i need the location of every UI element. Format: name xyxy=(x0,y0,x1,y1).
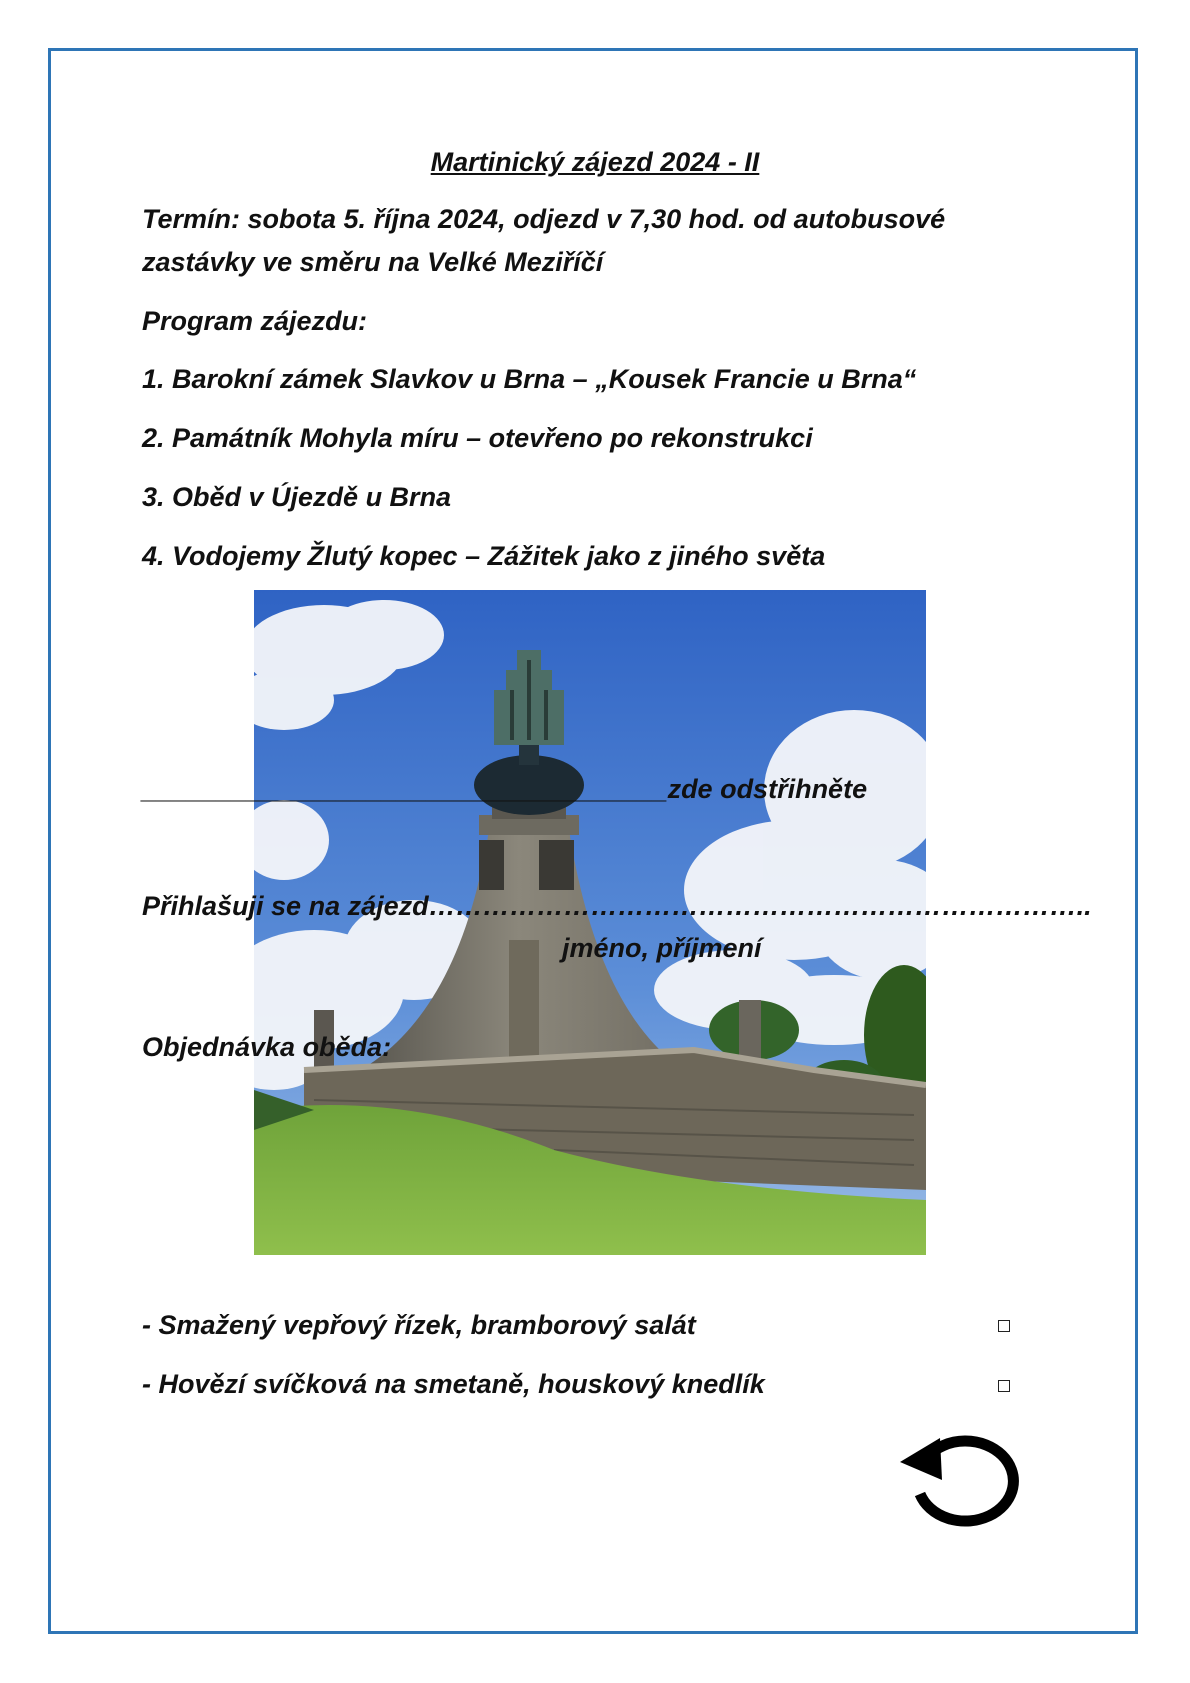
lunch-heading: Objednávka oběda: xyxy=(142,1032,392,1062)
lunch-option-2-label: - Hovězí svíčková na smetaně, houskový knedlík xyxy=(142,1369,765,1399)
term-line-1: Termín: sobota 5. října 2024, odjezd v 7,30 hod. od autobusové xyxy=(142,204,946,234)
lunch-option-1-label: - Smažený vepřový řízek, bramborový salát xyxy=(142,1310,696,1340)
lunch-option-2-checkbox[interactable] xyxy=(998,1380,1010,1392)
program-heading: Program zájezdu: xyxy=(142,306,368,336)
document-title: Martinický zájezd 2024 - II xyxy=(430,147,760,177)
cut-line: ___________________________________zde odstřihněte xyxy=(142,774,868,804)
signup-hint: jméno, příjmení xyxy=(562,933,762,963)
signup-line: Přihlašuji se na zájezd……………………………………………………………….. xyxy=(142,891,1092,921)
term-line-2: zastávky ve směru na Velké Meziříčí xyxy=(142,247,604,277)
program-item-4: 4. Vodojemy Žlutý kopec – Zážitek jako z jiného světa xyxy=(142,541,826,571)
program-item-1: 1. Barokní zámek Slavkov u Brna – „Kousek Francie u Brna“ xyxy=(142,364,917,394)
undo-arrow-icon[interactable] xyxy=(898,1428,1028,1528)
lunch-option-1-checkbox[interactable] xyxy=(998,1320,1010,1332)
program-item-3: 3. Oběd v Újezdě u Brna xyxy=(142,482,452,512)
program-item-2: 2. Památník Mohyla míru – otevřeno po rekonstrukci xyxy=(142,423,813,453)
